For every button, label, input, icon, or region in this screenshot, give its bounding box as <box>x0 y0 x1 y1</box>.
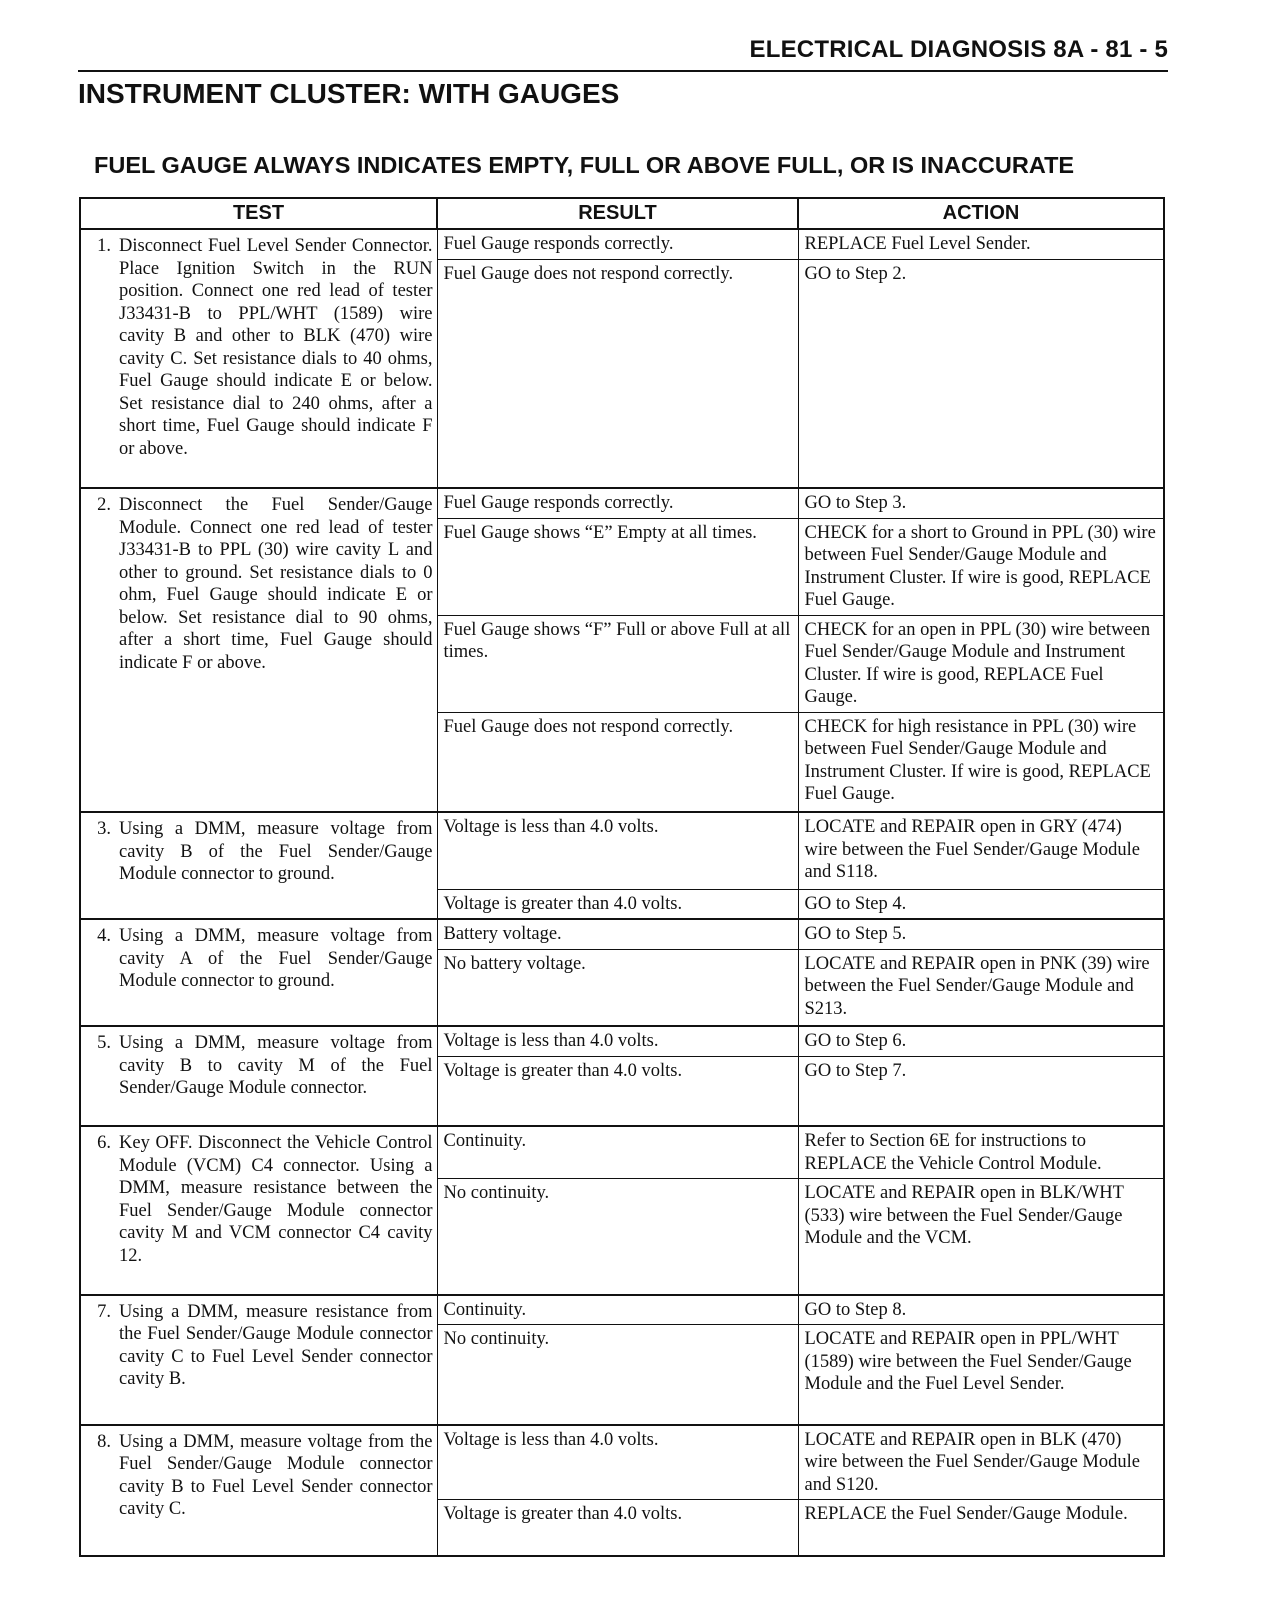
header-action: ACTION <box>798 198 1164 229</box>
action-cell: LOCATE and REPAIR open in BLK/WHT (533) wire between the Fuel Sender/Gauge Module and the VCM. <box>798 1179 1164 1295</box>
result-cell: Fuel Gauge shows “F” Full or above Full at all times. <box>437 615 798 712</box>
table-row <box>80 1126 1164 1179</box>
action-cell: GO to Step 7. <box>798 1056 1164 1126</box>
test-step <box>85 1301 433 1391</box>
step-number: 8. <box>97 1431 111 1452</box>
header-rule <box>78 70 1168 72</box>
result-cell: Voltage is less than 4.0 volts. <box>437 1026 798 1056</box>
action-cell: CHECK for an open in PPL (30) wire between Fuel Sender/Gauge Module and Instrument Cluster. If wire is good, REPLACE Fuel Gauge. <box>798 615 1164 712</box>
action-cell: CHECK for a short to Ground in PPL (30) wire between Fuel Sender/Gauge Module and Instrument Cluster. If wire is good, REPLACE Fuel Gauge. <box>798 518 1164 615</box>
test-instructions: Using a DMM, measure voltage from cavity B of the Fuel Sender/Gauge Module connector to ground. <box>119 819 433 884</box>
test-cell <box>80 1425 437 1556</box>
test-instructions: Using a DMM, measure resistance from the Fuel Sender/Gauge Module connector cavity C to Fuel Level Sender connector cavity B. <box>119 1301 433 1389</box>
action-cell: GO to Step 5. <box>798 919 1164 949</box>
result-cell: Voltage is less than 4.0 volts. <box>437 1425 798 1500</box>
result-cell: Continuity. <box>437 1126 798 1179</box>
result-cell: Voltage is greater than 4.0 volts. <box>437 1056 798 1126</box>
running-head: ELECTRICAL DIAGNOSIS 8A - 81 - 5 <box>749 36 1168 63</box>
table-row <box>80 812 1164 889</box>
test-step <box>85 494 433 674</box>
action-cell: LOCATE and REPAIR open in GRY (474) wire between the Fuel Sender/Gauge Module and S118. <box>798 812 1164 889</box>
test-cell <box>80 229 437 488</box>
test-step <box>85 1132 433 1267</box>
table-row <box>80 1295 1164 1325</box>
action-cell: REPLACE the Fuel Sender/Gauge Module. <box>798 1500 1164 1556</box>
test-cell <box>80 1126 437 1295</box>
header-result: RESULT <box>437 198 798 229</box>
test-instructions: Disconnect the Fuel Sender/Gauge Module. Connect one red lead of tester J33431-B to PPL (30) wire cavity L and other to ground. Set resistance dials to 0 ohm, Fuel Gauge should indicate E or below. Set resistance dial to 90 ohms, after a short time, Fuel Gauge should indicate F or above. <box>119 495 433 673</box>
table-subtitle: FUEL GAUGE ALWAYS INDICATES EMPTY, FULL OR ABOVE FULL, OR IS INACCURATE <box>94 152 1075 178</box>
test-step <box>85 925 433 993</box>
action-cell: GO to Step 3. <box>798 488 1164 518</box>
result-cell: No battery voltage. <box>437 949 798 1026</box>
table-row <box>80 229 1164 259</box>
result-cell: Fuel Gauge shows “E” Empty at all times. <box>437 518 798 615</box>
action-cell: LOCATE and REPAIR open in PNK (39) wire between the Fuel Sender/Gauge Module and S213. <box>798 949 1164 1026</box>
test-cell <box>80 919 437 1026</box>
step-number: 4. <box>97 926 111 946</box>
result-cell: Fuel Gauge responds correctly. <box>437 488 798 518</box>
test-instructions: Using a DMM, measure voltage from the Fuel Sender/Gauge Module connector cavity B to Fuel Level Sender connector cavity C. <box>119 1431 433 1519</box>
test-instructions: Key OFF. Disconnect the Vehicle Control Module (VCM) C4 connector. Using a DMM, measure resistance between the Fuel Sender/Gauge Module connector cavity M and VCM connector C4 cavity 12. <box>119 1133 433 1266</box>
result-cell: Fuel Gauge does not respond correctly. <box>437 712 798 812</box>
section-title: INSTRUMENT CLUSTER: WITH GAUGES <box>78 78 620 109</box>
result-cell: Voltage is greater than 4.0 volts. <box>437 889 798 919</box>
step-number: 6. <box>97 1133 111 1153</box>
test-cell <box>80 812 437 919</box>
action-cell: LOCATE and REPAIR open in BLK (470) wire between the Fuel Sender/Gauge Module and S120. <box>798 1425 1164 1500</box>
table-body <box>80 229 1164 1556</box>
test-step <box>85 818 433 886</box>
test-instructions: Using a DMM, measure voltage from cavity A of the Fuel Sender/Gauge Module connector to ground. <box>119 926 433 991</box>
table-row <box>80 919 1164 949</box>
test-step <box>85 235 433 460</box>
step-number: 7. <box>97 1301 111 1322</box>
test-step <box>85 1431 433 1521</box>
action-cell: CHECK for high resistance in PPL (30) wire between Fuel Sender/Gauge Module and Instrument Cluster. If wire is good, REPLACE Fuel Gauge. <box>798 712 1164 812</box>
action-cell: GO to Step 8. <box>798 1295 1164 1325</box>
step-number: 2. <box>97 495 111 515</box>
test-instructions: Using a DMM, measure voltage from cavity B to cavity M of the Fuel Sender/Gauge Module connector. <box>119 1033 433 1098</box>
test-cell <box>80 488 437 812</box>
result-cell: No continuity. <box>437 1325 798 1425</box>
step-number: 5. <box>97 1033 111 1053</box>
test-instructions: Disconnect Fuel Level Sender Connector. Place Ignition Switch in the RUN position. Connect one red lead of tester J33431-B to PPL/WHT (1589) wire cavity B and other to BLK (470) wire cavity C. Set resistance dials to 40 ohms, Fuel Gauge should indicate E or below. Set resistance dial to 240 ohms, after a short time, Fuel Gauge should indicate F or above. <box>119 236 433 459</box>
table-row <box>80 488 1164 518</box>
result-cell: Voltage is greater than 4.0 volts. <box>437 1500 798 1556</box>
step-number: 1. <box>97 236 111 256</box>
step-number: 3. <box>97 819 111 839</box>
result-cell: No continuity. <box>437 1179 798 1295</box>
action-cell: LOCATE and REPAIR open in PPL/WHT (1589) wire between the Fuel Sender/Gauge Module and the Fuel Level Sender. <box>798 1325 1164 1425</box>
result-cell: Battery voltage. <box>437 919 798 949</box>
test-cell <box>80 1295 437 1425</box>
table-header-row <box>80 198 1164 229</box>
result-cell: Voltage is less than 4.0 volts. <box>437 812 798 889</box>
table-row <box>80 1425 1164 1500</box>
test-step <box>85 1032 433 1100</box>
result-cell: Continuity. <box>437 1295 798 1325</box>
header-test: TEST <box>80 198 437 229</box>
result-cell: Fuel Gauge does not respond correctly. <box>437 259 798 488</box>
test-cell <box>80 1026 437 1126</box>
result-cell: Fuel Gauge responds correctly. <box>437 229 798 259</box>
action-cell: GO to Step 2. <box>798 259 1164 488</box>
action-cell: REPLACE Fuel Level Sender. <box>798 229 1164 259</box>
action-cell: Refer to Section 6E for instructions to REPLACE the Vehicle Control Module. <box>798 1126 1164 1179</box>
action-cell: GO to Step 6. <box>798 1026 1164 1056</box>
action-cell: GO to Step 4. <box>798 889 1164 919</box>
table-row <box>80 1026 1164 1056</box>
diagnosis-table <box>79 197 1165 1557</box>
